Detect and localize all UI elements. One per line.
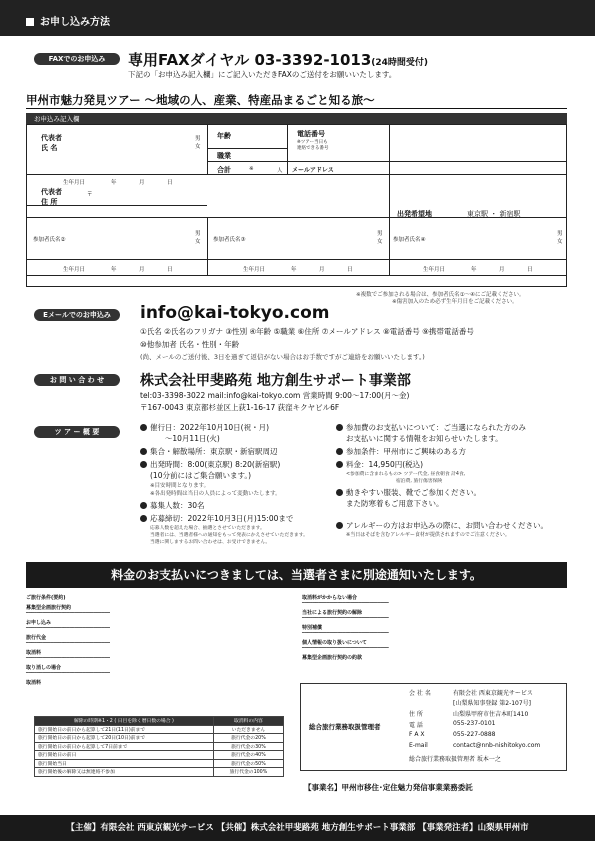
- overview-item: (10分前にはご集合願います。): [150, 471, 252, 480]
- table-cell: いただきません: [213, 725, 283, 734]
- agency-value: 055-237-0101: [453, 720, 496, 727]
- bullet-icon: [336, 424, 343, 431]
- section-title: お申し込み方法: [40, 17, 110, 28]
- cancel-table: [34, 716, 284, 777]
- agency-key: E-mail: [409, 742, 428, 749]
- email-items-1: ①氏名 ②氏名のフリガナ ③性別 ④年齢 ⑤職業 ⑥住所 ⑦メールアドレス ⑧電話番号 ⑨携帯電話番号: [140, 327, 474, 336]
- month-label: 月: [139, 267, 145, 273]
- overview-small: ※目安時間となります。: [150, 483, 210, 489]
- occupation-label: 職業: [217, 152, 231, 160]
- contact-pill: お 問 い 合 わ せ: [34, 374, 120, 386]
- fax-pill: FAXでのお申込み: [34, 53, 120, 65]
- bullet-icon: [140, 461, 147, 468]
- terms-head: 取り消しの場合: [26, 665, 62, 671]
- fee-note: <参加費に含まれるもの> ツアー代金, 昼食朝食 計4食,: [346, 472, 466, 477]
- fax-title: [128, 49, 428, 70]
- dob-label: 生年月日: [63, 267, 86, 273]
- agency-value[interactable]: contact@nnb-nishitokyo.com: [453, 742, 541, 749]
- terms-text: ━━━━━━━━━━━━━━━━━━━━━━━━━━━━━━━: [26, 611, 110, 616]
- agency-key: F A X: [409, 731, 425, 738]
- age-label: 年齢: [217, 132, 231, 140]
- terms-head: 旅行代金: [26, 635, 47, 641]
- rep-address-label: 代表者 住 所: [41, 188, 62, 206]
- overview-item: また防寒着もご用意下さい。: [346, 499, 444, 508]
- overview-item: 応募締切：2022年10月3日(月)15:00まで: [140, 513, 330, 524]
- day-label: 日: [167, 180, 173, 186]
- agency-value: 総合旅行業務取扱管理者 坂本一之: [409, 756, 501, 763]
- terms-head: 当社による旅行契約の解除: [302, 610, 363, 616]
- overview-item: お支払いに関する情報をお知らせいたします。: [346, 434, 503, 443]
- female-label: 女: [377, 239, 383, 245]
- overview-item: 料金：14,950円(税込): [336, 459, 566, 470]
- day-label: 日: [347, 267, 353, 273]
- participant4-label: 参加者氏名④: [393, 237, 426, 243]
- table-cell: 旅行代金の50%: [213, 759, 283, 768]
- email-items-2: ⑩他参加者 氏名・性別・年齢: [140, 340, 240, 349]
- contact-tel[interactable]: tel:03-3398-3022 mail:info@kai-tokyo.com 営業時間 9:00～17:00(月～金): [140, 391, 410, 400]
- table-row: [35, 759, 284, 768]
- day-label: 日: [527, 267, 533, 273]
- bullet-icon: [140, 448, 147, 455]
- agency-value: 055-227-0888: [453, 731, 496, 738]
- application-form[interactable]: [26, 124, 567, 287]
- table-cell: 旅行開始日の前日: [35, 751, 214, 760]
- overview-small: 当選に関しまするお問い合わせは、お受けできません。: [150, 540, 271, 545]
- terms-left: [26, 594, 294, 686]
- terms-right: 取消料がかからない場合 ━━━━━━━━━━━━━━━━━━━━━━━━━━━━━━━━ 当社による旅行契約の解除 ━━━━━━━━━━━━━━━━━━━━━━━━━━━━━━━━ 特別補償 ━━━━━━━━━━━━━━━━━━━━━━━━━━━━━━━━ 個人情報の取り扱いについて ━━━━━━━━━━━━━━━━━━━━━━━━━━━━━━━━ 募集型企画旅行契約の約款: [302, 594, 568, 661]
- female-label: 女: [557, 239, 563, 245]
- overview-right: [336, 422, 566, 509]
- rep-name-label: 代表者 氏 名: [41, 134, 62, 152]
- company-name: 株式会社甲斐路苑 地方創生サポート事業部: [140, 373, 411, 389]
- contact-address: 〒167-0043 東京都杉並区上荻1-16-17 荻窪キクヤビル6F: [140, 403, 340, 412]
- bullet-icon: [336, 448, 343, 455]
- overview-pill: ツ ア ー 概 要: [34, 426, 120, 438]
- bullet-icon: [336, 489, 343, 496]
- terms-head: 特別補償: [302, 625, 323, 631]
- bullet-icon: [336, 461, 343, 468]
- agency-value: 山梨県甲府市住吉本町1410: [453, 711, 529, 718]
- table-row: [35, 734, 284, 743]
- month-label: 月: [139, 180, 145, 186]
- terms-head: 取消料: [26, 650, 42, 656]
- terms-text: ━━━━━━━━━━━━━━━━━━━━━━━━━━━━━━━: [26, 671, 110, 676]
- agency-key: 住 所: [409, 711, 423, 718]
- table-row: [35, 725, 284, 734]
- email-address[interactable]: info@kai-tokyo.com: [140, 303, 330, 323]
- terms-head: お申し込み: [26, 620, 52, 626]
- fax-number: 専用FAXダイヤル 03-3392-1013: [128, 51, 372, 69]
- overview-item: 集合・解散場所：東京駅・新宿駅周辺: [140, 446, 330, 457]
- year-label: 年: [471, 267, 477, 273]
- agency-value: [山梨県知事登録 第2-107号]: [453, 700, 532, 707]
- table-header-cell: 解除の時期※1・2 ( 日目を除く暦日数の場合 ): [35, 717, 214, 726]
- bullet-icon: [140, 502, 147, 509]
- agency-box: [300, 683, 567, 771]
- depart-options[interactable]: 東京駅 ・ 新宿駅: [467, 210, 521, 218]
- form-note-2: ※傷害加入のため必ず生年月日をご記載ください。: [392, 299, 518, 305]
- terms-title: ご旅行条件(要約): [26, 595, 66, 601]
- total-mark: ※: [249, 166, 254, 172]
- year-label: 年: [111, 267, 117, 273]
- agency-value: 有限会社 西東京観光サービス: [453, 690, 533, 697]
- overview-item: 出発時間：8:00(東京駅) 8:20(新宿駅): [140, 459, 330, 470]
- terms-text: ━━━━━━━━━━━━━━━━━━━━━━━━━━━━━━━: [26, 641, 110, 646]
- participant3-label: 参加者氏名③: [213, 237, 246, 243]
- overview-item: 催行日：2022年10月10日(祝・月): [140, 422, 330, 433]
- project-name: 【事業名】甲州市移住･定住魅力発信事業業務委託: [304, 783, 473, 792]
- participant2-label: 参加者氏名②: [33, 237, 66, 243]
- table-cell: 旅行代金の30%: [213, 742, 283, 751]
- overview-item: 参加費のお支払いについて：ご当選になられた方のみ: [336, 422, 566, 433]
- terms-head: 取消料がかからない場合: [302, 595, 358, 601]
- month-label: 月: [499, 267, 505, 273]
- table-cell: 旅行代金の40%: [213, 751, 283, 760]
- phone-note: ※ツアー当日も 連絡できる番号: [297, 140, 329, 151]
- table-row: [35, 742, 284, 751]
- payment-banner: 料金のお支払いにつきましては、当選者さまに別途通知いたします。: [26, 562, 567, 588]
- terms-text: ━━━━━━━━━━━━━━━━━━━━━━━━━━━━━━━: [26, 626, 110, 631]
- allergy-note: アレルギーの方はお申込みの際に、お問い合わせください。 ※当日はそばを含むアレルギー食材が提供されますのでご注意ください。: [336, 520, 566, 538]
- dob-label: 生年月日: [243, 267, 266, 273]
- postal-mark: 〒: [87, 192, 93, 198]
- terms-head: 個人情報の取り扱いについて: [302, 640, 367, 646]
- table-row: [35, 751, 284, 760]
- overview-item: ～10月11日(火): [140, 434, 220, 443]
- female-label: 女: [195, 144, 201, 150]
- terms-text: ━━━━━━━━━━━━━━━━━━━━━━━━━━━━━━━: [26, 656, 110, 661]
- table-cell: 旅行開始日の前日から起算して20日(10日)前まで: [35, 734, 214, 743]
- section-header: [0, 0, 595, 36]
- terms-head: 取消料: [26, 680, 42, 686]
- female-label: 女: [195, 239, 201, 245]
- table-row: [35, 768, 284, 777]
- footer-bar: 【主催】有限会社 西東京観光サービス 【共催】株式会社甲斐路苑 地方創生サポート事業部 【事業発注者】山梨県甲州市: [0, 815, 595, 841]
- phone-label: 電話番号: [297, 130, 325, 138]
- table-header: [35, 717, 284, 726]
- depart-label: 出発希望地: [397, 210, 432, 218]
- table-cell: 旅行代金の20%: [213, 734, 283, 743]
- square-icon: [26, 18, 34, 26]
- table-cell: 旅行開始日の前日から起算して7日前まで: [35, 742, 214, 751]
- divider: [26, 108, 567, 109]
- male-label: 男: [377, 231, 383, 237]
- form-note-1: ※複数でご参加される場合は、参加者氏名①～④にご記載ください。: [356, 292, 525, 298]
- fee-note: 宿泊費, 旅行傷害保険: [396, 479, 443, 484]
- agency-label: 総合旅行業務取扱管理者: [309, 723, 381, 731]
- overview-small: ※各出発時間は当日の人員によって変動いたします。: [150, 491, 281, 497]
- agency-key: 会 社 名: [409, 690, 431, 697]
- male-label: 男: [557, 231, 563, 237]
- overview-item: 募集人数：30名: [140, 500, 330, 511]
- overview-item: 動きやすい服装、靴でご参加ください。: [336, 487, 566, 498]
- fax-hours: (24時間受付): [371, 58, 429, 68]
- email-pill: Eメールでのお申込み: [34, 309, 120, 321]
- overview-small: 当選者には、当選者様への通知をもって発表にかえさせていただきます。: [150, 533, 308, 538]
- male-label: 男: [195, 231, 201, 237]
- total-unit: 人: [277, 168, 283, 174]
- table-cell: 旅行開始後の解除又は無連絡不参加: [35, 768, 214, 777]
- overview-item: 参加条件：甲州市にご興味のある方: [336, 446, 566, 457]
- terms-head: 募集型企画旅行契約: [26, 605, 72, 611]
- table-cell: 旅行開始当日: [35, 759, 214, 768]
- email-note: (尚、メールのご送付後、3日を過ぎて返信がない場合はお手数ですがご連絡をお願いいたします。): [140, 353, 425, 361]
- year-label: 年: [111, 180, 117, 186]
- total-label: 合計: [217, 166, 231, 174]
- male-label: 男: [195, 136, 201, 142]
- fax-note: 下記の「お申込み記入欄」にご記入いただきFAXのご送付をお願いいたします。: [128, 70, 397, 79]
- tour-title: 甲州市魅力発見ツアー ～地域の人、産業、特産品まるごと知る旅～: [26, 93, 375, 107]
- form-bar: お申込み記入欄: [26, 113, 567, 124]
- dob-label: 生年月日: [423, 267, 446, 273]
- table-cell: 旅行代金の100%: [213, 768, 283, 777]
- table-header-cell: 取消料の内容: [213, 717, 283, 726]
- overview-small: 応募人数を超えた場合、抽選とさせていただきます。: [150, 526, 265, 531]
- month-label: 月: [319, 267, 325, 273]
- dob-label: 生年月日: [63, 180, 86, 186]
- agency-key: 電 話: [409, 722, 423, 729]
- table-cell: 旅行開始日の前日から起算して21日(11日)前まで: [35, 725, 214, 734]
- bullet-icon: [140, 515, 147, 522]
- day-label: 日: [167, 267, 173, 273]
- bullet-icon: [140, 424, 147, 431]
- year-label: 年: [291, 267, 297, 273]
- terms-head: 募集型企画旅行契約の約款: [302, 655, 363, 661]
- email-label: メールアドレス: [292, 167, 334, 174]
- bullet-icon: [336, 522, 343, 529]
- overview-left: [140, 422, 330, 545]
